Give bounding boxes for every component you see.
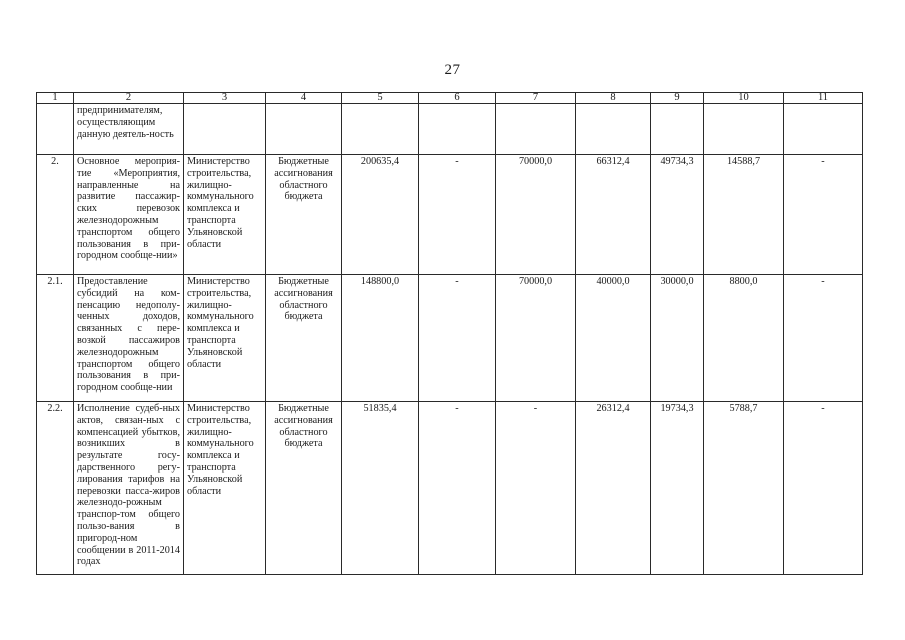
funding-source-cell: Бюджетные ассигнования областного бюджета bbox=[266, 275, 342, 402]
funding-source-cell: Бюджетные ассигнования областного бюджета bbox=[266, 402, 342, 575]
value-cell-col11: - bbox=[784, 402, 863, 575]
value-cell-col7: 70000,0 bbox=[496, 155, 576, 275]
column-header: 3 bbox=[184, 93, 266, 104]
executor-cell: Министерство строительства, жилищно-коммунального комплекса и транспорта Ульяновской области bbox=[184, 155, 266, 275]
value-cell-col5: 148800,0 bbox=[342, 275, 419, 402]
column-header: 6 bbox=[419, 93, 496, 104]
value-cell-col10: 8800,0 bbox=[704, 275, 784, 402]
column-header: 4 bbox=[266, 93, 342, 104]
funding-source-cell: Бюджетные ассигнования областного бюджета bbox=[266, 155, 342, 275]
column-header: 7 bbox=[496, 93, 576, 104]
table-header-row bbox=[37, 93, 863, 104]
column-header: 8 bbox=[576, 93, 651, 104]
value-cell-col7: - bbox=[496, 402, 576, 575]
value-cell-col10 bbox=[704, 104, 784, 155]
value-cell-col6: - bbox=[419, 155, 496, 275]
value-cell-col9 bbox=[651, 104, 704, 155]
row-number-cell bbox=[37, 104, 74, 155]
value-cell-col5: 51835,4 bbox=[342, 402, 419, 575]
column-header: 2 bbox=[74, 93, 184, 104]
value-cell-col11: - bbox=[784, 275, 863, 402]
measure-name-cell: Предоставление субсидий на ком-пенсацию недополу-ченных доходов, связанных с пере-возкой пассажиров железнодорожным транспортом общего пользования в при-городном сообще-нии bbox=[74, 275, 184, 402]
executor-cell: Министерство строительства, жилищно-коммунального комплекса и транспорта Ульяновской области bbox=[184, 402, 266, 575]
value-cell-col6 bbox=[419, 104, 496, 155]
value-cell-col6: - bbox=[419, 402, 496, 575]
column-header: 5 bbox=[342, 93, 419, 104]
value-cell-col8: 26312,4 bbox=[576, 402, 651, 575]
value-cell-col8 bbox=[576, 104, 651, 155]
value-cell-col11: - bbox=[784, 155, 863, 275]
column-header: 9 bbox=[651, 93, 704, 104]
table-row bbox=[37, 104, 863, 155]
value-cell-col8: 66312,4 bbox=[576, 155, 651, 275]
measure-name-cell: предпринимателям, осуществляющим данную деятель-ность bbox=[74, 104, 184, 155]
measure-name-cell: Основное мероприя-тие «Мероприятия, направленные на развитие пассажир-ских перевозок железнодорожным транспортом общего пользования в при-городном сообще-нии» bbox=[74, 155, 184, 275]
value-cell-col10: 14588,7 bbox=[704, 155, 784, 275]
budget-table bbox=[36, 92, 863, 575]
column-header: 1 bbox=[37, 93, 74, 104]
page-number: 27 bbox=[444, 62, 461, 78]
value-cell-col5 bbox=[342, 104, 419, 155]
value-cell-col10: 5788,7 bbox=[704, 402, 784, 575]
row-number-cell: 2. bbox=[37, 155, 74, 275]
table-row bbox=[37, 402, 863, 575]
value-cell-col9: 30000,0 bbox=[651, 275, 704, 402]
value-cell-col11 bbox=[784, 104, 863, 155]
column-header: 10 bbox=[704, 93, 784, 104]
table-row bbox=[37, 275, 863, 402]
value-cell-col5: 200635,4 bbox=[342, 155, 419, 275]
value-cell-col9: 49734,3 bbox=[651, 155, 704, 275]
funding-source-cell bbox=[266, 104, 342, 155]
value-cell-col6: - bbox=[419, 275, 496, 402]
row-number-cell: 2.1. bbox=[37, 275, 74, 402]
value-cell-col7 bbox=[496, 104, 576, 155]
value-cell-col7: 70000,0 bbox=[496, 275, 576, 402]
row-number-cell: 2.2. bbox=[37, 402, 74, 575]
column-header: 11 bbox=[784, 93, 863, 104]
value-cell-col9: 19734,3 bbox=[651, 402, 704, 575]
executor-cell: Министерство строительства, жилищно-коммунального комплекса и транспорта Ульяновской области bbox=[184, 275, 266, 402]
table-row bbox=[37, 155, 863, 275]
measure-name-cell: Исполнение судеб-ных актов, связан-ных с компенсацией убытков, возникших в результате госу-дарственного регу-лирования тарифов на перевозки пасса-жиров железнодо-рожным транспор-том общего пользо-вания в пригород-ном сообщении в 2011-2014 годах bbox=[74, 402, 184, 575]
value-cell-col8: 40000,0 bbox=[576, 275, 651, 402]
executor-cell bbox=[184, 104, 266, 155]
